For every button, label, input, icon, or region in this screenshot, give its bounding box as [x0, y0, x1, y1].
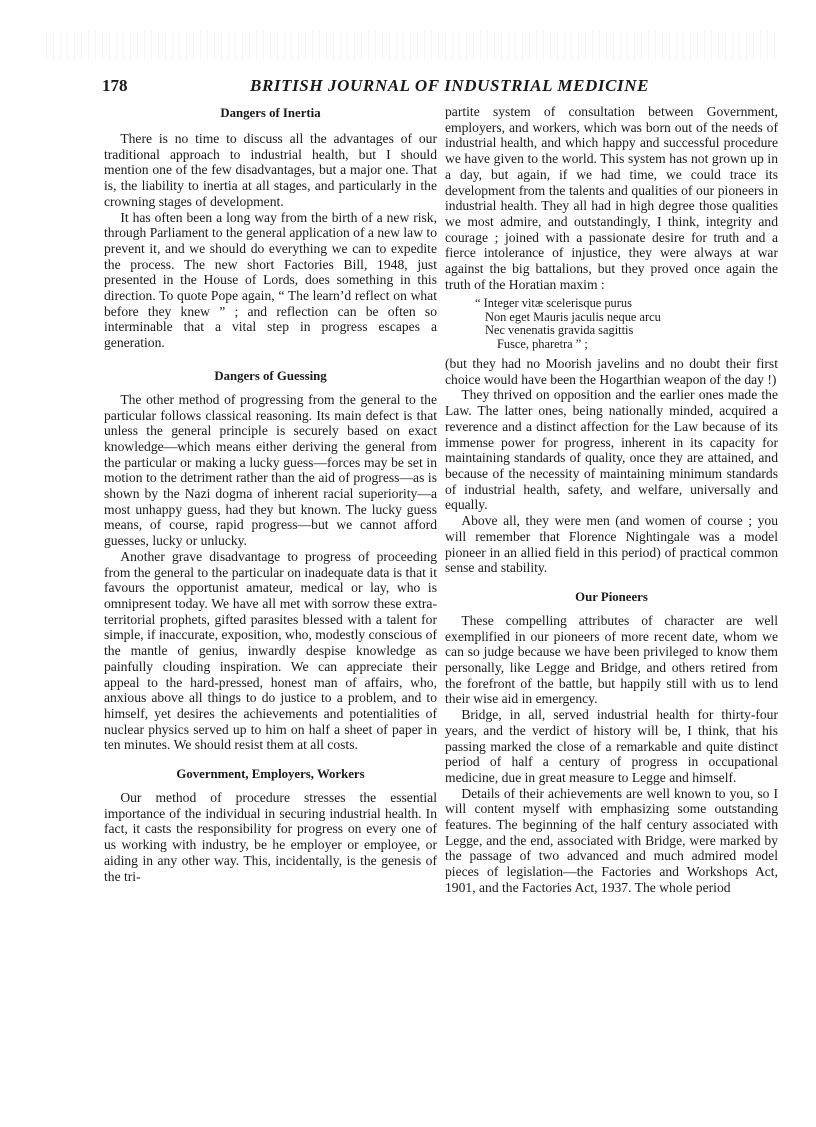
page-number: 178 — [102, 76, 128, 95]
paragraph: Our method of procedure stresses the essential importance of the individual in securing industrial health. In fact, it casts the responsibility for progress on every one of us working with industry, be he employer or employee, or aiding in any other way. This, incidentally, is the genesis of the tri- — [104, 790, 437, 884]
section-heading-pioneers: Our Pioneers — [575, 589, 648, 604]
section-heading-government: Government, Employers, Workers — [176, 767, 365, 782]
paragraph: Details of their achievements are well known to you, so I will content myself with emphasizing some outstanding features. The beginning of the half century associated with Legge, and the end, associated with Bridge, were marked by the passage of two advanced and much admired model pieces of legislation—the Factories and Workshops Act, 1901, and the Factories Act, 1937. The whole period — [445, 785, 778, 895]
paragraph: The other method of progressing from the general to the particular follows classical reasoning. Its main defect is that unless the general principle is securely based on exact knowledge—which means either deriving the general from the particular or making a lucky guess—forces may be set in motion to the detriment rather than the aid of progress—as is shown by the Nazi dogma of inherent racial superiority—a most unhappy guess, had they but known. The lucky guess means, of course, rapid progress—but we cannot afford guesses, lucky or unlucky. — [104, 391, 437, 549]
journal-title: BRITISH JOURNAL OF INDUSTRIAL MEDICINE — [250, 76, 650, 95]
paragraph: Above all, they were men (and women of course ; you will remember that Florence Nightingale was a model pioneer in an allied field in this period) of practical common sense and stability. — [445, 513, 778, 576]
paragraph: There is no time to discuss all the advantages of our traditional approach to industrial health, but I should mention one of the few disadvantages, but a major one. That is, the liability to inertia at all stages, and particularly in the crowning stages of development. — [104, 131, 437, 209]
section-heading-guessing: Dangers of Guessing — [214, 368, 327, 383]
horatian-quotation — [475, 297, 778, 351]
running-header — [100, 76, 760, 100]
paragraph: They thrived on opposition and the earlier ones made the Law. The latter ones, being nationally minded, acquired a reverence and a distinct affection for the Law because of its immense power for progress, inherent in its capacity for maintaining standards of quality, once they are attained, and because of the necessity of maintaining minimum standards of industrial health, safety, and welfare, universally and equally. — [445, 387, 778, 513]
paragraph: Bridge, in all, served industrial health for thirty-four years, and the verdict of history will be, I think, that his passing marked the close of a remarkable and quite distinct period of half a century of progress in occupational medicine, due in great measure to Legge and himself. — [445, 707, 778, 785]
paragraph-continued: partite system of consultation between Government, employers, and workers, which was born out of the needs of industrial health, and which happy and successful procedure we have given to the world. This system has not grown up in a day, but again, if we had time, we could trace its development from the talents and qualities of our pioneers in industrial health. They all had in high degree those qualities we most admire, and outstandingly, I think, integrity and courage ; joined with a passionate desire for truth and a fierce intolerance of injustice, they were always at war against the big battalions, but they proved once again the truth of the Horatian maxim : — [445, 104, 778, 292]
poem-line: Non eget Mauris jaculis neque arcu — [485, 309, 661, 324]
poem-line: “ Integer vitæ scelerisque purus — [475, 296, 632, 311]
left-column — [104, 106, 437, 884]
paragraph: (but they had no Moorish javelins and no doubt their first choice would have been the Hogarthian weapon of the day !) — [445, 356, 778, 387]
section-heading-inertia: Dangers of Inertia — [220, 106, 321, 120]
paragraph: Another grave disadvantage to progress of proceeding from the general to the particular on inadequate data is that it favours the opportunist amateur, medical or lay, who is omnipresent today. We have all met with sorrow these extra-territorial prophets, gifted parasites blessed with a talent for simple, if inaccurate, exposition, who, modestly conscious of the mantle of genius, inwardly despise knowledge as painfully clouding inspiration. We can appreciate their appeal to the hard-pressed, honest man of affairs, who, anxious above all things to do justice to a problem, and to himself, yet desires the achievements and potentialities of nuclear physics served up to him on half a sheet of paper in ten minutes. We should resist them at all costs. — [104, 548, 437, 753]
scan-noise — [40, 30, 780, 60]
paragraph: These compelling attributes of character are well exemplified in our pioneers of more recent date, whom we can so judge because we have been privileged to know them personally, like Legge and Bridge, and others retired from the forefront of the battle, but happily still with us to lend their wise aid in emergency. — [445, 612, 778, 707]
poem-line: Fusce, pharetra ” ; — [497, 336, 588, 351]
right-column — [445, 104, 778, 896]
poem-line: Nec venenatis gravida sagittis — [485, 323, 634, 338]
paragraph: It has often been a long way from the birth of a new risk, through Parliament to the general application of a new law to prevent it, and we should do everything we can to expedite the process. The new short Factories Bill, 1948, just presented in the House of Lords, does something in this direction. To quote Pope again, “ The learn’d reflect on what before they knew ” ; and reflection can be often so interminable that a vital step in progress escapes a generation. — [104, 209, 437, 351]
